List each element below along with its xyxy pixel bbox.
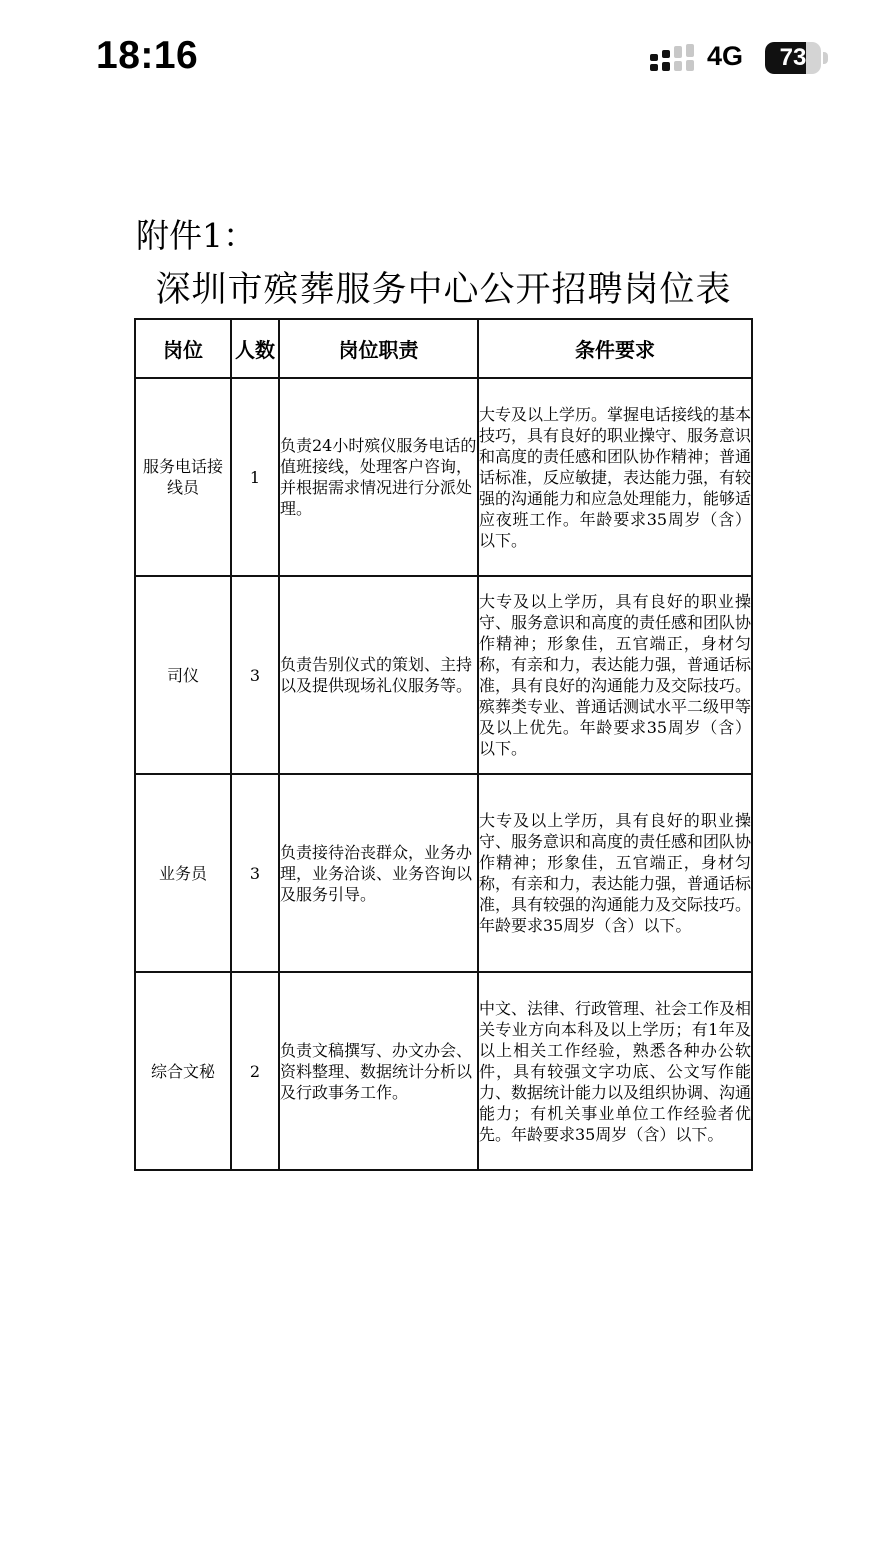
cell-requirements: 中文、法律、行政管理、社会工作及相关专业方向本科及以上学历；有1年及以上相关工作经验，熟悉各种办公软件，具有较强文字功底、公文写作能力、数据统计能力以及组织协调、沟通能力；有机关事业单位工作经验者优先。年龄要求35周岁（含）以下。 (478, 972, 752, 1170)
attachment-label: 附件1： (136, 216, 256, 255)
cell-count: 2 (231, 972, 279, 1170)
status-time: 18:16 (96, 34, 199, 77)
cell-position: 服务电话接线员 (135, 378, 231, 576)
battery-percentage: 73 (779, 44, 807, 71)
cell-duties: 负责接待治丧群众，业务办理，业务洽谈、业务咨询以及服务引导。 (279, 774, 478, 972)
table-row (135, 774, 752, 972)
header-count: 人数 (231, 319, 279, 378)
cell-duties: 负责24小时殡仪服务电话的值班接线，处理客户咨询，并根据需求情况进行分派处理。 (279, 378, 478, 576)
cell-position: 司仪 (135, 576, 231, 774)
cell-position: 综合文秘 (135, 972, 231, 1170)
cell-count: 1 (231, 378, 279, 576)
battery-cap (823, 52, 828, 64)
cell-duties: 负责告别仪式的策划、主持以及提供现场礼仪服务等。 (279, 576, 478, 774)
battery-body (765, 42, 821, 74)
recruitment-table (134, 318, 753, 1171)
battery-icon (765, 42, 829, 74)
document-title: 深圳市殡葬服务中心公开招聘岗位表 (155, 270, 732, 310)
header-position: 岗位 (135, 319, 231, 378)
cell-requirements: 大专及以上学历，具有良好的职业操守、服务意识和高度的责任感和团队协作精神；形象佳，五官端正，身材匀称，有亲和力，表达能力强，普通话标准，具有较强的沟通能力及交际技巧。年龄要求35周岁（含）以下。 (478, 774, 752, 972)
cell-count: 3 (231, 576, 279, 774)
cell-position: 业务员 (135, 774, 231, 972)
cell-count: 3 (231, 774, 279, 972)
table-row (135, 972, 752, 1170)
table-row (135, 378, 752, 576)
cellular-signal-icon (650, 44, 696, 74)
cell-requirements: 大专及以上学历，具有良好的职业操守、服务意识和高度的责任感和团队协作精神；形象佳，五官端正，身材匀称，有亲和力，表达能力强，普通话标准，具有良好的沟通能力及交际技巧。殡葬类专业、普通话测试水平二级甲等及以上优先。年龄要求35周岁（含）以下。 (478, 576, 752, 774)
table-header-row (135, 319, 752, 378)
status-bar (0, 0, 887, 110)
header-requirements: 条件要求 (478, 319, 752, 378)
cell-requirements: 大专及以上学历。掌握电话接线的基本技巧，具有良好的职业操守、服务意识和高度的责任感和团队协作精神；普通话标准，反应敏捷，表达能力强，有较强的沟通能力和应急处理能力，能够适应夜班工作。年龄要求35周岁（含）以下。 (478, 378, 752, 576)
network-type: 4G (707, 41, 744, 71)
cell-duties: 负责文稿撰写、办文办会、资料整理、数据统计分析以及行政事务工作。 (279, 972, 478, 1170)
header-duties: 岗位职责 (279, 319, 478, 378)
table-row (135, 576, 752, 774)
